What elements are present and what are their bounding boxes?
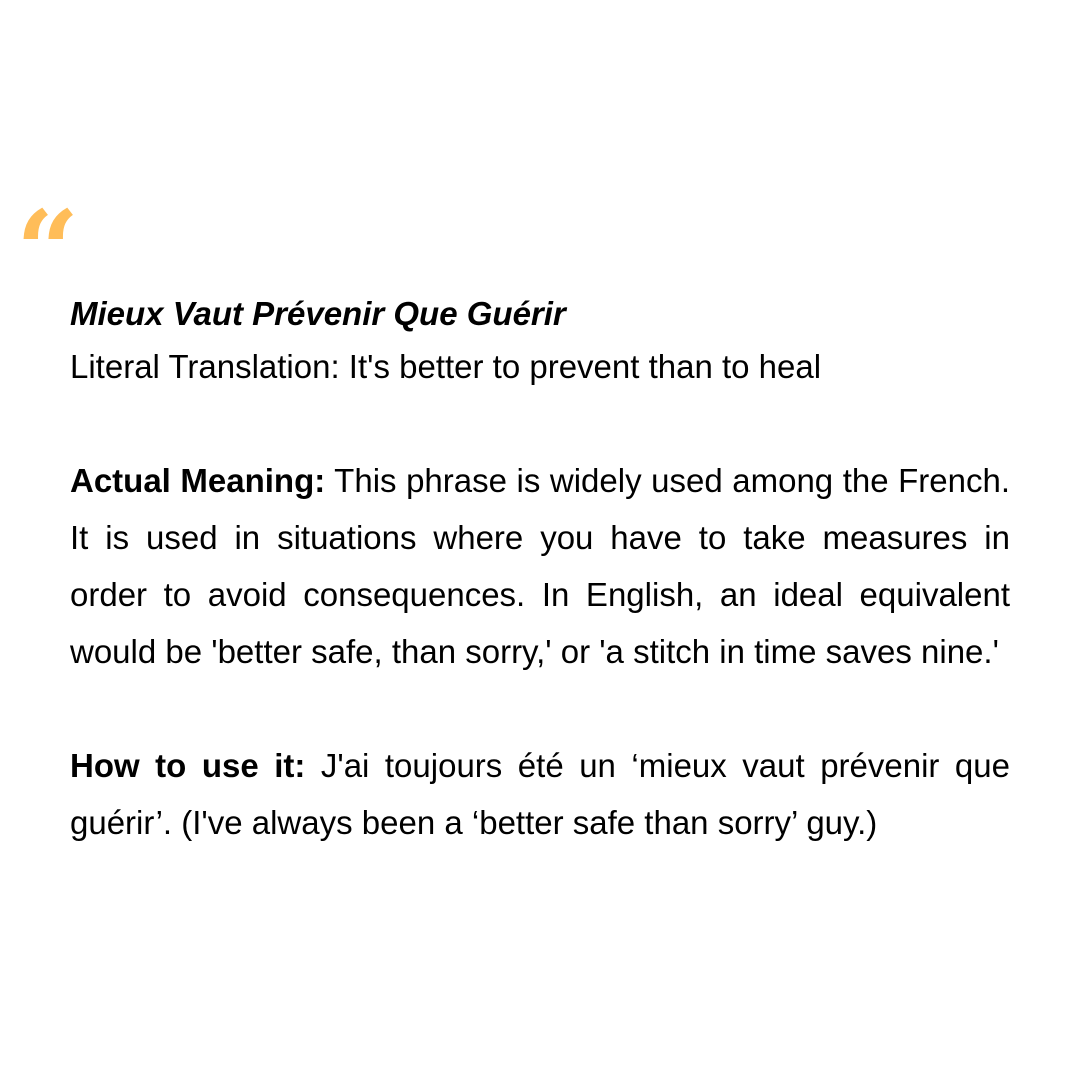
how-to-use-label: How to use it: — [70, 747, 306, 784]
spacer — [70, 395, 1010, 452]
phrase-card — [70, 290, 1010, 851]
literal-translation: Literal Translation: It's better to prevent than to heal — [70, 348, 822, 385]
spacer — [70, 680, 1010, 737]
how-to-use-text: J'ai toujours été un ‘mieux vaut prévenir que guérir’. (I've always been a ‘better safe than sorry’ guy.) — [70, 747, 1010, 841]
quote-mark-icon: “ — [16, 186, 80, 315]
how-to-use-paragraph — [70, 737, 1010, 851]
actual-meaning-text: This phrase is widely used among the French. It is used in situations where you have to take measures in order to avoid consequences. In English, an ideal equivalent would be 'better safe, than sorry,' or 'a stitch in time saves nine.' — [70, 462, 1010, 670]
actual-meaning-paragraph — [70, 452, 1010, 680]
phrase-title: Mieux Vaut Prévenir Que Guérir — [70, 295, 566, 332]
actual-meaning-label: Actual Meaning: — [70, 462, 326, 499]
